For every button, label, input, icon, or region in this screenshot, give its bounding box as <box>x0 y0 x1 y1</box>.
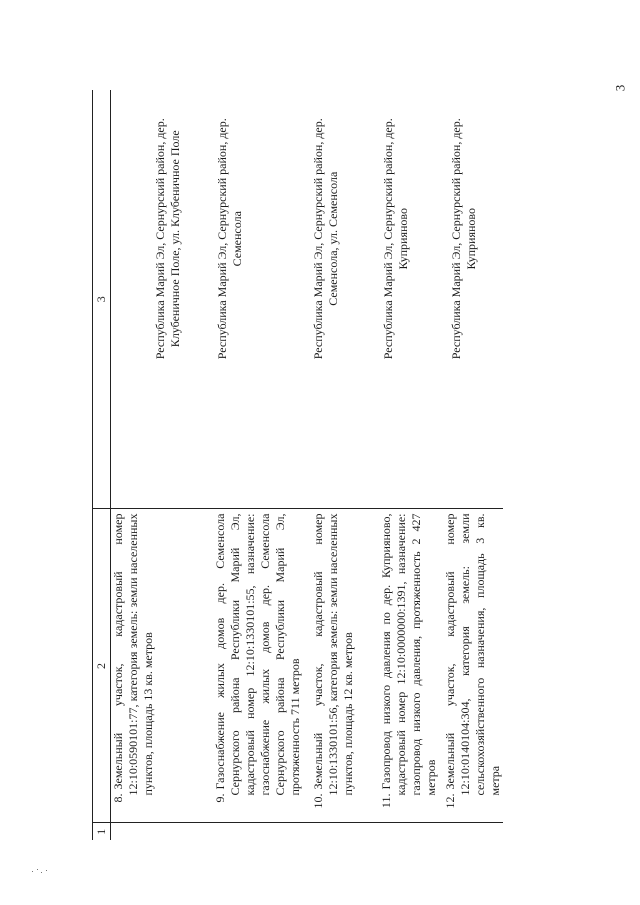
row-description: Газоснабжение жилых домов дер. Семенсола Сернурского района Республики Марий Эл, кадастровый номер 12:10:1330101:55, назначение: газоснабжение жилых домов дер. Семенсола Сернурского района Республики Марий Эл, протяженность 711 метров <box>212 513 302 796</box>
row-address: Республика Марий Эл, Сернурский район, дер. Клубеничное Поле, ул. Клубеничное Поле <box>153 118 182 360</box>
row-description: Земельный участок, кадастровый номер 12:10:1330101:56, категория земель: земли населенных пунктов, площадь 12 кв. метров <box>310 513 355 796</box>
row-address: Республика Марий Эл, Сернурский район, дер. Семенсола <box>214 118 244 360</box>
column-header-number: 1 <box>93 823 111 840</box>
row-address: Республика Марий Эл, Сернурский район, дер. Семенсола, ул. Семенсола <box>310 118 340 360</box>
table-header-row <box>93 90 111 840</box>
table-row <box>375 90 439 840</box>
row-description: Земельный участок, кадастровый номер 12:10:0590101:77, категория земель: земли населенных пунктов, площадь 13 кв. метров <box>111 513 155 796</box>
row-address: Республика Марий Эл, Сернурский район, дер. Куприяново <box>448 118 478 360</box>
row-number: 8. <box>111 793 125 803</box>
table-row <box>207 90 309 840</box>
table-row <box>439 90 503 840</box>
table-row <box>111 90 207 840</box>
page-number: 3 <box>612 84 628 92</box>
row-description: Газопровод низкого давления по дер. Куприяново, кадастровый номер 12:10:0000000:1391, назначение: газопровод низкого давления, протяженность 2 427 метров <box>378 513 438 796</box>
row-number: 9. <box>212 793 227 803</box>
column-header-description: 2 <box>93 509 111 823</box>
table-row <box>309 90 375 840</box>
row-number: 10. <box>310 793 325 809</box>
row-address: Республика Марий Эл, Сернурский район, дер. Куприяново <box>380 118 410 360</box>
row-description: Земельный участок, кадастровый номер 12:10:0140104:304, категория земель: земли сельскохозяйственного назначения, площадь 3 кв. метра <box>442 513 502 796</box>
column-header-address: 3 <box>93 90 111 509</box>
rotated-table-container <box>92 90 547 840</box>
scan-noise <box>32 868 52 874</box>
property-table <box>92 90 503 840</box>
row-number: 12. <box>442 793 457 809</box>
row-number: 11. <box>378 793 393 809</box>
